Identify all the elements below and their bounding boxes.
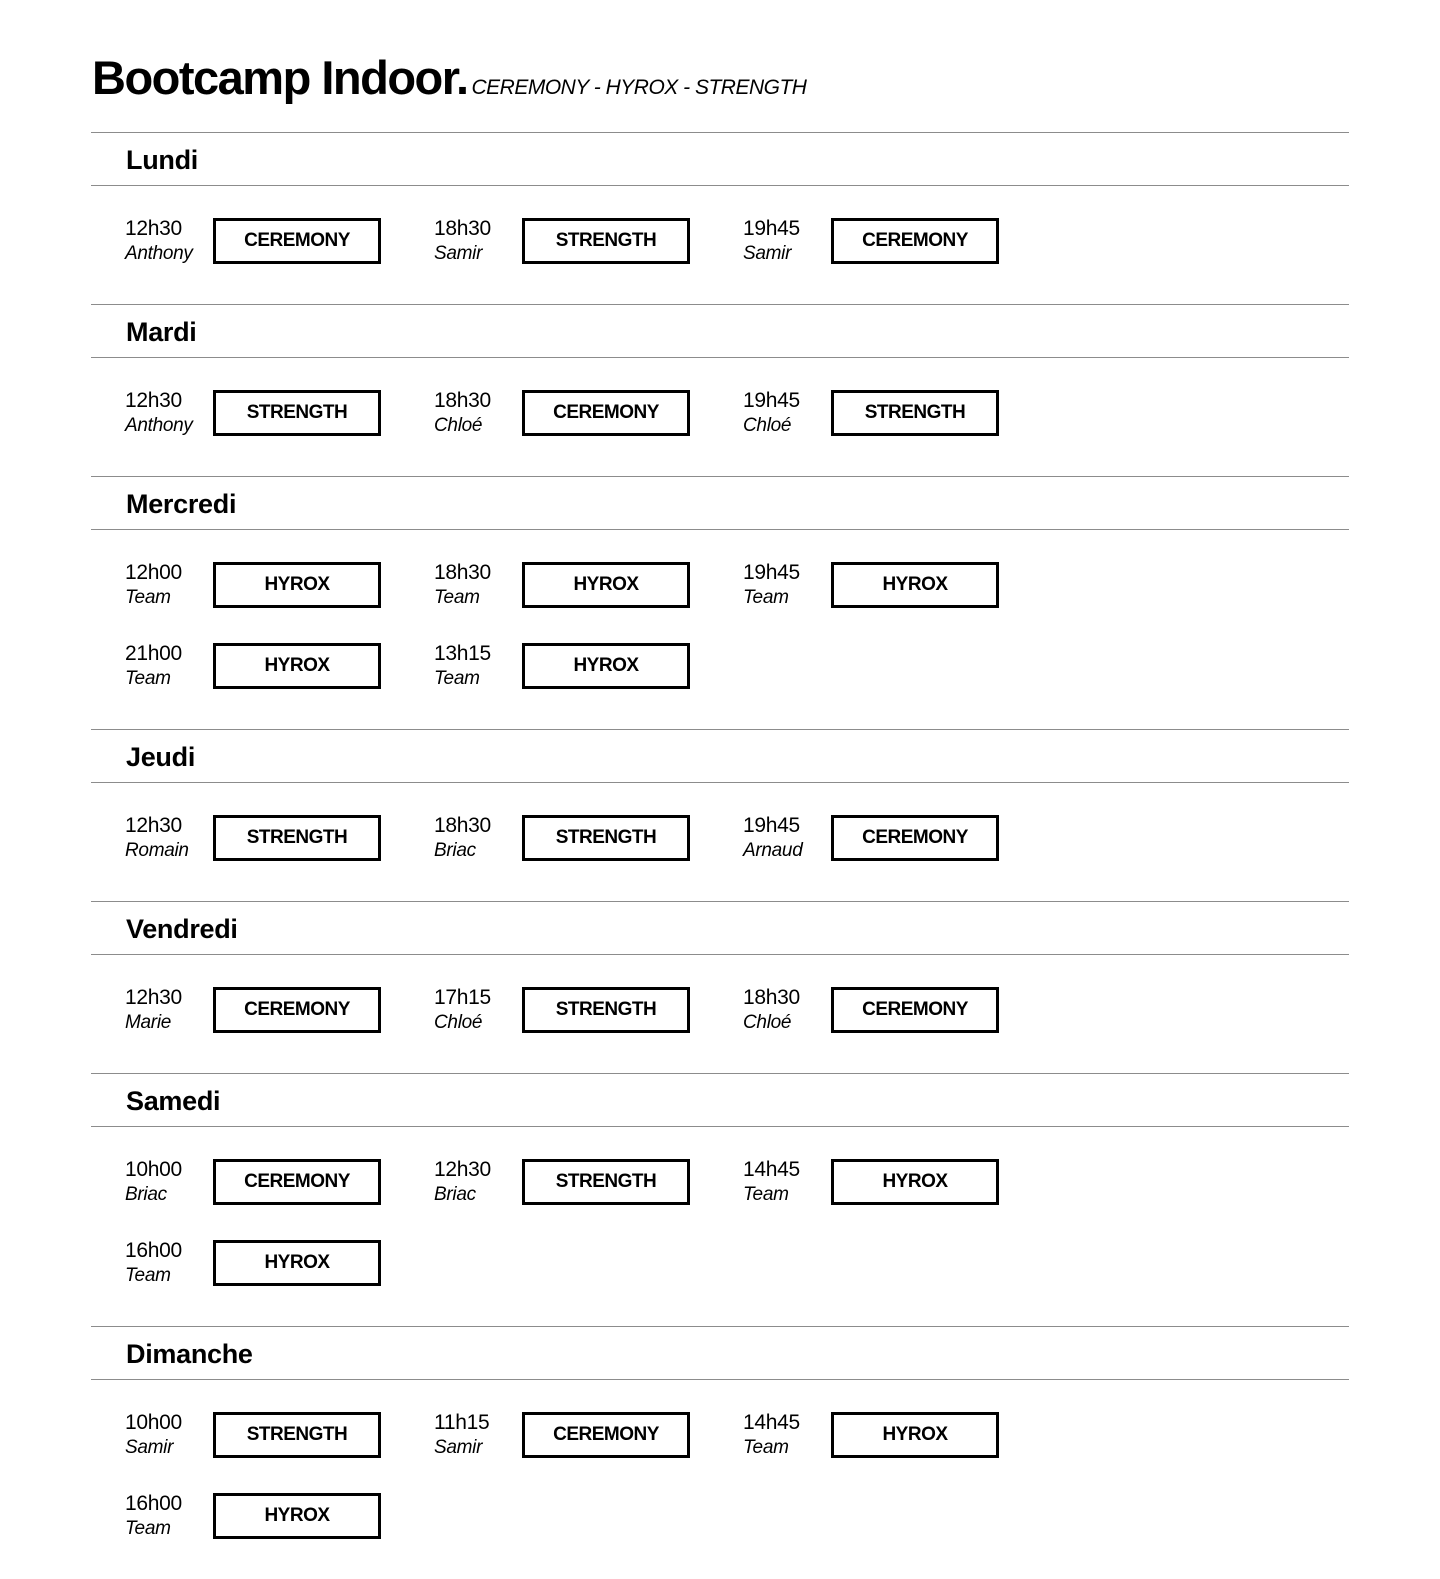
session-coach: Briac (434, 840, 476, 861)
session-item (743, 814, 1052, 895)
session-item (125, 217, 434, 298)
class-badge: STRENGTH (213, 1412, 381, 1458)
day-heading: Mardi (126, 317, 197, 347)
session-time: 12h30 (125, 389, 182, 412)
session-time: 18h30 (434, 814, 491, 837)
day-section (91, 1326, 1349, 1579)
session-item (125, 986, 434, 1067)
class-badge: STRENGTH (522, 218, 690, 264)
class-badge: STRENGTH (522, 1159, 690, 1205)
session-coach: Romain (125, 840, 189, 861)
class-badge: STRENGTH (213, 390, 381, 436)
session-item (125, 814, 434, 895)
session-coach: Team (125, 587, 171, 608)
session-item (434, 389, 743, 470)
session-list (91, 955, 1349, 1073)
day-section (91, 729, 1349, 901)
session-info (743, 1158, 831, 1208)
session-coach: Marie (125, 1012, 172, 1033)
session-info (743, 986, 831, 1036)
session-item (125, 1239, 434, 1320)
class-badge: STRENGTH (831, 390, 999, 436)
session-item (434, 1411, 743, 1492)
session-list (91, 1380, 1349, 1579)
day-heading: Dimanche (126, 1339, 253, 1369)
session-time: 10h00 (125, 1158, 182, 1181)
session-time: 12h30 (125, 814, 182, 837)
day-heading: Mercredi (126, 489, 237, 519)
session-item (434, 642, 743, 723)
class-badge: HYROX (522, 562, 690, 608)
class-badge: CEREMONY (213, 987, 381, 1033)
day-section (91, 1073, 1349, 1326)
session-coach: Team (434, 587, 480, 608)
session-coach: Team (434, 668, 480, 689)
session-time: 12h30 (434, 1158, 491, 1181)
session-coach: Anthony (125, 415, 193, 436)
session-time: 14h45 (743, 1411, 800, 1434)
session-item (125, 642, 434, 723)
session-info (125, 217, 213, 267)
session-coach: Samir (125, 1437, 174, 1458)
session-info (125, 1492, 213, 1542)
session-item (125, 1492, 434, 1573)
session-time: 14h45 (743, 1158, 800, 1181)
session-list (91, 1127, 1349, 1326)
session-item (743, 1158, 1052, 1239)
session-info (125, 986, 213, 1036)
session-coach: Briac (434, 1184, 476, 1205)
class-badge: HYROX (831, 562, 999, 608)
session-time: 18h30 (434, 217, 491, 240)
session-info (434, 217, 522, 267)
class-badge: HYROX (213, 562, 381, 608)
session-coach: Chloé (743, 1012, 792, 1033)
session-info (125, 1158, 213, 1208)
class-badge: HYROX (831, 1412, 999, 1458)
class-badge: HYROX (831, 1159, 999, 1205)
session-list (91, 186, 1349, 304)
session-item (743, 389, 1052, 470)
session-coach: Arnaud (743, 840, 803, 861)
session-coach: Team (125, 668, 171, 689)
class-badge: CEREMONY (522, 1412, 690, 1458)
day-section (91, 304, 1349, 476)
session-time: 12h00 (125, 561, 182, 584)
session-item (125, 389, 434, 470)
session-item (743, 986, 1052, 1067)
session-coach: Team (743, 1184, 789, 1205)
session-info (434, 561, 522, 611)
session-info (125, 642, 213, 692)
session-coach: Samir (434, 243, 483, 264)
session-item (434, 814, 743, 895)
session-info (743, 389, 831, 439)
session-info (125, 814, 213, 864)
session-time: 16h00 (125, 1492, 182, 1515)
day-section (91, 476, 1349, 729)
class-badge: CEREMONY (831, 218, 999, 264)
session-info (125, 1239, 213, 1289)
session-time: 12h30 (125, 217, 182, 240)
class-badge: CEREMONY (831, 815, 999, 861)
session-info (434, 986, 522, 1036)
session-item (434, 561, 743, 642)
session-item (434, 217, 743, 298)
class-badge: CEREMONY (831, 987, 999, 1033)
session-time: 12h30 (125, 986, 182, 1009)
session-time: 19h45 (743, 814, 800, 837)
class-badge: HYROX (522, 643, 690, 689)
session-coach: Chloé (434, 1012, 483, 1033)
session-info (743, 1411, 831, 1461)
session-info (743, 217, 831, 267)
session-time: 17h15 (434, 986, 491, 1009)
session-time: 18h30 (743, 986, 800, 1009)
session-time: 18h30 (434, 389, 491, 412)
session-info (434, 642, 522, 692)
session-info (125, 389, 213, 439)
class-badge: STRENGTH (522, 815, 690, 861)
session-info (434, 1158, 522, 1208)
weekly-schedule (91, 132, 1349, 1579)
session-info (125, 1411, 213, 1461)
session-item (125, 1158, 434, 1239)
day-section (91, 132, 1349, 304)
session-coach: Team (125, 1265, 171, 1286)
session-coach: Anthony (125, 243, 193, 264)
session-info (743, 561, 831, 611)
session-info (434, 389, 522, 439)
session-coach: Chloé (743, 415, 792, 436)
session-info (743, 814, 831, 864)
session-info (125, 561, 213, 611)
session-coach: Samir (434, 1437, 483, 1458)
session-time: 19h45 (743, 217, 800, 240)
session-item (743, 561, 1052, 642)
day-heading: Jeudi (126, 742, 196, 772)
page-title: Bootcamp Indoor. (92, 51, 468, 104)
class-badge: STRENGTH (522, 987, 690, 1033)
page-subtitle: CEREMONY - HYROX - STRENGTH (471, 76, 807, 99)
session-item (743, 217, 1052, 298)
session-coach: Briac (125, 1184, 167, 1205)
session-time: 10h00 (125, 1411, 182, 1434)
session-time: 11h15 (434, 1411, 490, 1434)
class-badge: HYROX (213, 1493, 381, 1539)
session-list (91, 530, 1349, 729)
session-item (434, 1158, 743, 1239)
session-item (434, 986, 743, 1067)
session-item (125, 561, 434, 642)
session-coach: Team (743, 1437, 789, 1458)
session-time: 19h45 (743, 561, 800, 584)
class-badge: CEREMONY (522, 390, 690, 436)
class-badge: CEREMONY (213, 218, 381, 264)
session-coach: Team (743, 587, 789, 608)
session-time: 18h30 (434, 561, 491, 584)
day-heading: Vendredi (126, 914, 238, 944)
session-item (125, 1411, 434, 1492)
day-heading: Lundi (126, 145, 198, 175)
session-info (434, 1411, 522, 1461)
session-item (743, 1411, 1052, 1492)
class-badge: CEREMONY (213, 1159, 381, 1205)
session-coach: Samir (743, 243, 792, 264)
session-coach: Team (125, 1518, 171, 1539)
day-heading: Samedi (126, 1086, 221, 1116)
session-list (91, 783, 1349, 901)
day-section (91, 901, 1349, 1073)
session-coach: Chloé (434, 415, 483, 436)
class-badge: HYROX (213, 643, 381, 689)
class-badge: HYROX (213, 1240, 381, 1286)
class-badge: STRENGTH (213, 815, 381, 861)
page-header (92, 50, 806, 105)
session-time: 21h00 (125, 642, 182, 665)
session-info (434, 814, 522, 864)
session-time: 19h45 (743, 389, 800, 412)
session-time: 13h15 (434, 642, 491, 665)
session-list (91, 358, 1349, 476)
session-time: 16h00 (125, 1239, 182, 1262)
